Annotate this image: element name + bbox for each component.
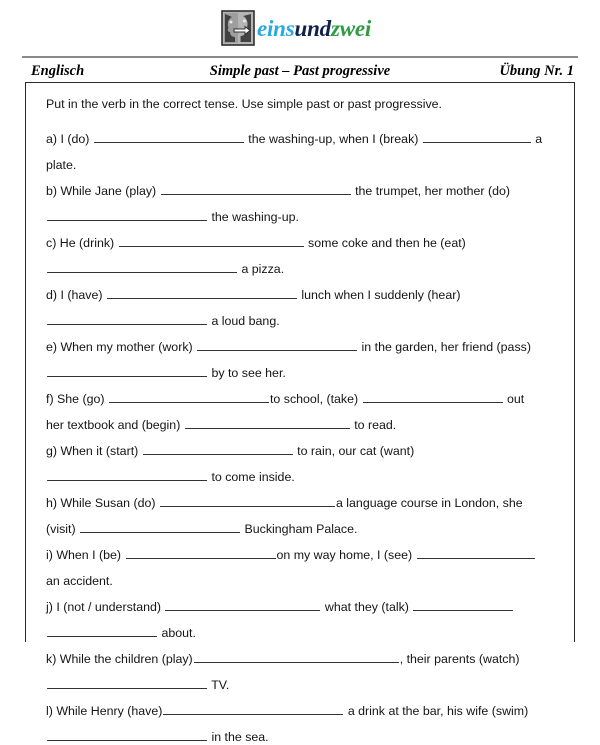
exercise-line-j-2: [46, 625, 558, 641]
logo-header: [0, 0, 600, 56]
exercise-line-h-2: [46, 521, 558, 537]
answer-blank[interactable]: [119, 235, 304, 247]
brand-word-zwei: zwei: [330, 15, 372, 41]
answer-blank[interactable]: [143, 443, 293, 455]
exercise-text: to come inside.: [208, 470, 295, 484]
exercise-text: (visit): [46, 522, 80, 536]
answer-blank[interactable]: [126, 547, 276, 559]
answer-blank[interactable]: [47, 313, 207, 325]
instruction-text: Put in the verb in the correct tense. Use simple past or past progressive.: [46, 97, 442, 111]
brand-wordmark: [257, 17, 371, 40]
answer-blank[interactable]: [160, 495, 335, 507]
exercise-text: a language course in London, she: [335, 496, 523, 510]
exercise-text: a drink at the bar, his wife (swim): [344, 704, 529, 718]
exercise-line-i-2: [46, 573, 558, 589]
answer-blank[interactable]: [47, 729, 207, 741]
answer-blank[interactable]: [185, 417, 350, 429]
exercise-text: TV.: [208, 678, 230, 692]
exercise-line-e-1: [46, 339, 558, 355]
worksheet-header: [22, 56, 578, 82]
exercise-line-i-1: [46, 547, 558, 563]
exercise-line-b-1: [46, 183, 558, 199]
exercise-text: d) I (have): [46, 288, 106, 302]
exercise-text: to read.: [350, 418, 397, 432]
exercise-text: a loud bang.: [208, 314, 280, 328]
exercise-text: some coke and then he (eat): [304, 236, 466, 250]
exercise-text: her textbook and (begin): [46, 418, 184, 432]
exercise-line-k-1: [46, 651, 558, 667]
worksheet-body: [25, 82, 575, 744]
exercise-text: plate.: [46, 158, 77, 172]
exercise-text: the washing-up.: [208, 210, 299, 224]
answer-blank[interactable]: [194, 651, 399, 663]
exercise-text: j) I (not / understand): [46, 600, 165, 614]
exercise-text: b) While Jane (play): [46, 184, 160, 198]
answer-blank[interactable]: [165, 599, 320, 611]
two-faces-arrow-icon: [221, 10, 255, 46]
answer-blank[interactable]: [94, 131, 244, 143]
exercise-text: a: [531, 132, 543, 146]
answer-blank[interactable]: [161, 183, 351, 195]
exercise-text: c) He (drink): [46, 236, 118, 250]
exercise-text: e) When my mother (work): [46, 340, 197, 354]
answer-blank[interactable]: [47, 261, 237, 273]
exercise-line-a-2: [46, 157, 558, 173]
answer-blank[interactable]: [47, 677, 207, 689]
answer-blank[interactable]: [163, 703, 343, 715]
answer-blank[interactable]: [47, 625, 157, 637]
exercise-text: i) When I (be): [46, 548, 125, 562]
exercise-line-b-2: [46, 209, 558, 225]
header-subject: Englisch: [31, 63, 85, 79]
exercise-text: lunch when I suddenly (hear): [297, 288, 461, 302]
exercise-text: what they (talk): [321, 600, 413, 614]
answer-blank[interactable]: [47, 469, 207, 481]
exercise-line-c-2: [46, 261, 558, 277]
exercise-line-a-1: [46, 131, 558, 147]
exercise-text: Buckingham Palace.: [241, 522, 358, 536]
answer-blank[interactable]: [423, 131, 531, 143]
exercise-text: the trumpet, her mother (do): [351, 184, 511, 198]
exercise-list: [46, 131, 558, 745]
exercise-line-c-1: [46, 235, 558, 251]
exercise-text: in the sea.: [208, 730, 269, 744]
answer-blank[interactable]: [413, 599, 513, 611]
exercise-text: to school, (take): [269, 392, 362, 406]
exercise-line-g-1: [46, 443, 558, 459]
exercise-text: , their parents (watch): [399, 652, 520, 666]
answer-blank[interactable]: [47, 209, 207, 221]
answer-blank[interactable]: [80, 521, 240, 533]
brand-word-und: und: [294, 15, 331, 41]
exercise-text: a pizza.: [238, 262, 285, 276]
exercise-text: k) While the children (play): [46, 652, 193, 666]
exercise-text: in the garden, her friend (pass): [358, 340, 531, 354]
exercise-line-l-1: [46, 703, 558, 719]
exercise-text: an accident.: [46, 574, 113, 588]
exercise-line-e-2: [46, 365, 558, 381]
header-topic: Simple past – Past progressive: [209, 63, 391, 79]
exercise-text: l) While Henry (have): [46, 704, 163, 718]
exercise-text: h) While Susan (do): [46, 496, 159, 510]
exercise-line-f-1: [46, 391, 558, 407]
exercise-line-f-2: [46, 417, 558, 433]
answer-blank[interactable]: [417, 547, 535, 559]
exercise-text: out: [503, 392, 525, 406]
exercise-line-j-1: [46, 599, 558, 615]
header-exercise-no: Übung Nr. 1: [499, 63, 574, 79]
answer-blank[interactable]: [47, 365, 207, 377]
exercise-text: g) When it (start): [46, 444, 142, 458]
exercise-line-k-2: [46, 677, 558, 693]
exercise-text: a) I (do): [46, 132, 93, 146]
answer-blank[interactable]: [363, 391, 503, 403]
exercise-line-g-2: [46, 469, 558, 485]
exercise-line-d-1: [46, 287, 558, 303]
exercise-text: on my way home, I (see): [276, 548, 416, 562]
answer-blank[interactable]: [197, 339, 357, 351]
answer-blank[interactable]: [109, 391, 269, 403]
exercise-text: to rain, our cat (want): [293, 444, 415, 458]
exercise-line-h-1: [46, 495, 558, 511]
brand-lockup: [221, 10, 371, 46]
exercise-line-l-2: [46, 729, 558, 745]
exercise-text: about.: [158, 626, 196, 640]
exercise-text: the washing-up, when I (break): [244, 132, 422, 146]
exercise-text: by to see her.: [208, 366, 286, 380]
brand-word-eins: eins: [256, 15, 295, 41]
exercise-line-d-2: [46, 313, 558, 329]
answer-blank[interactable]: [107, 287, 297, 299]
exercise-text: f) She (go): [46, 392, 108, 406]
